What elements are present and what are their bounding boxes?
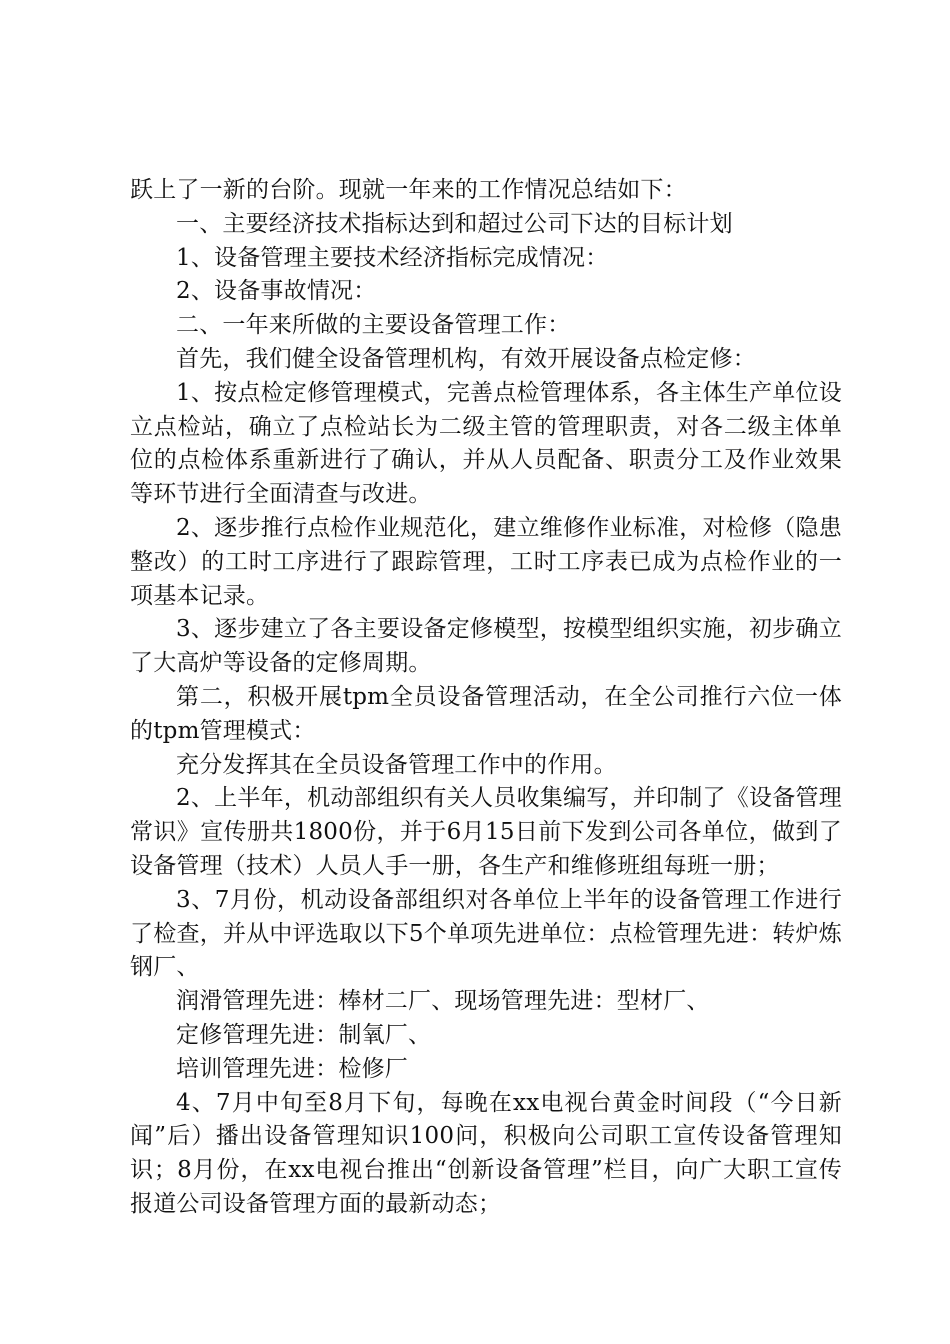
paragraph-2: 一、主要经济技术指标达到和超过公司下达的目标计划: [176, 210, 733, 237]
paragraph-8: 2、逐步推行点检作业规范化，建立维修作业标准，对检修（隐患整改）的工时工序进行了跟踪管理，工时工序表已成为点检作业的一项基本记录。: [130, 514, 842, 609]
paragraph-1: 跃上了一新的台阶。现就一年来的工作情况总结如下：: [130, 177, 687, 203]
paragraph-12: 2、上半年，机动部组织有关人员收集编写，并印制了《设备管理常识》宣传册共1800份，并于6月15日前下发到公司各单位，做到了设备管理（技术）人员人手一册，各生产和维修班组每班一册；: [130, 785, 842, 879]
paragraph-14: 润滑管理先进：棒材二厂、现场管理先进：型材厂、: [176, 988, 710, 1015]
paragraph-4: 2、设备事故情况：: [176, 278, 377, 305]
paragraph-6: 首先，我们健全设备管理机构，有效开展设备点检定修：: [176, 345, 756, 372]
paragraph-7: 1、按点检定修管理模式，完善点检管理体系，各主体生产单位设立点检站，确立了点检站长为二级主管的管理职责，对各二级主体单位的点检体系重新进行了确认，并从人员配备、职责分工及作业效果等环节进行全面清查与改进。: [130, 379, 842, 508]
paragraph-16: 培训管理先进：检修厂: [176, 1055, 408, 1082]
paragraph-3: 1、设备管理主要技术经济指标完成情况：: [176, 244, 609, 271]
paragraph-5: 二、一年来所做的主要设备管理工作：: [176, 312, 571, 339]
paragraph-13: 3、7月份，机动设备部组织对各单位上半年的设备管理工作进行了检查，并从中评选取以下5个单项先进单位：点检管理先进：转炉炼钢厂、: [130, 886, 842, 981]
paragraph-15: 定修管理先进：制氧厂、: [176, 1021, 432, 1048]
paragraph-17: 4、7月中旬至8月下旬，每晚在xx电视台黄金时间段（“今日新闻”后）播出设备管理知识100问，积极向公司职工宣传设备管理知识；8月份，在xx电视台推出“创新设备管理”栏目，向广大职工宣传报道公司设备管理方面的最新动态；: [130, 1089, 842, 1217]
paragraph-11: 充分发挥其在全员设备管理工作中的作用。: [176, 751, 617, 778]
paragraph-10: 第二，积极开展tpm全员设备管理活动，在全公司推行六位一体的tpm管理模式：: [130, 683, 842, 744]
paragraph-9: 3、逐步建立了各主要设备定修模型，按模型组织实施，初步确立了大高炉等设备的定修周期。: [130, 616, 842, 677]
document-body: [130, 174, 842, 1222]
